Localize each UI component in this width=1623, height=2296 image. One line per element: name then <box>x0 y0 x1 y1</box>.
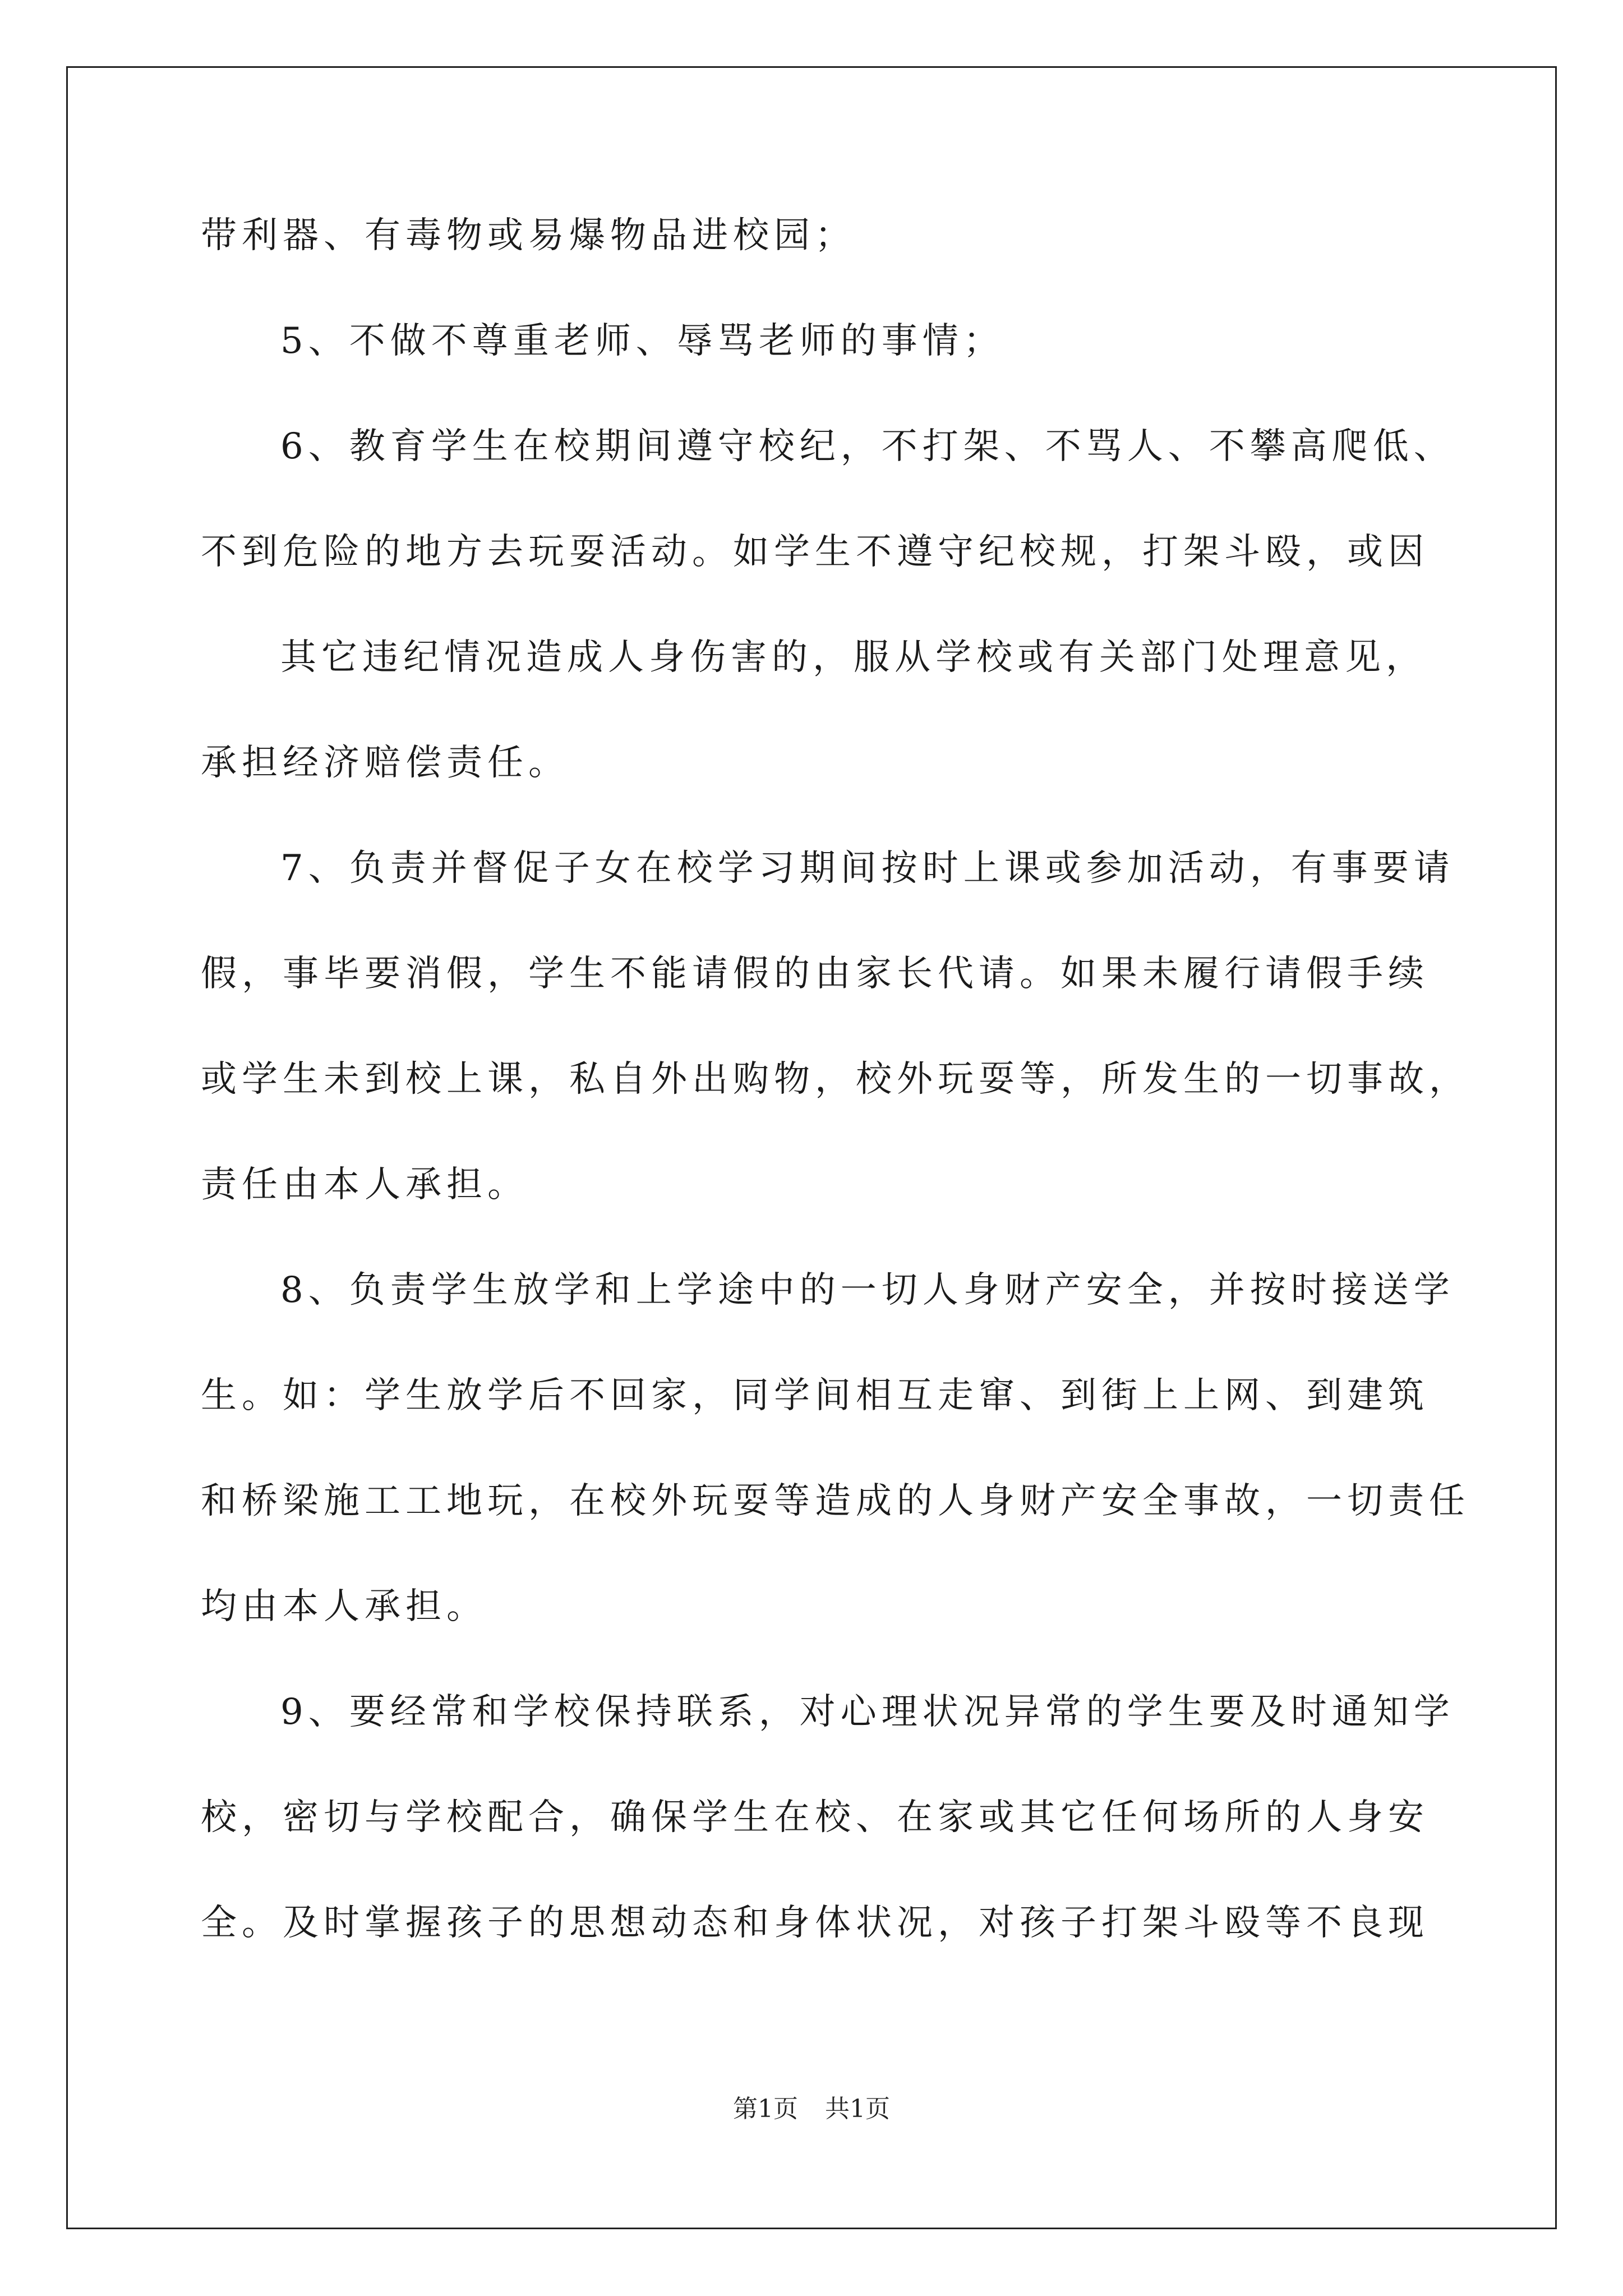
text-line: 责任由本人承担。 <box>201 1164 528 1205</box>
text-line: 带利器、有毒物或易爆物品进校园； <box>201 215 856 256</box>
text-line: 或学生未到校上课，私自外出购物，校外玩耍等，所发生的一切事故， <box>201 1059 1470 1100</box>
page-total: 共1页 <box>825 2095 890 2123</box>
text-line: 全。及时掌握孩子的思想动态和身体状况，对孩子打架斗殴等不良现 <box>201 1902 1429 1944</box>
text-line: 承担经济赔偿责任。 <box>201 742 569 784</box>
text-line: 8、负责学生放学和上学途中的一切人身财产安全，并按时接送学 <box>280 1269 1455 1311</box>
text-line: 均由本人承担。 <box>201 1586 487 1627</box>
text-line: 7、负责并督促子女在校学习期间按时上课或参加活动，有事要请 <box>280 848 1455 889</box>
page-number: 第1页 <box>733 2095 798 2123</box>
text-line: 不到危险的地方去玩耍活动。如学生不遵守纪校规，打架斗殴，或因 <box>201 531 1429 573</box>
text-line: 校，密切与学校配合，确保学生在校、在家或其它任何场所的人身安 <box>201 1797 1429 1838</box>
text-line: 和桥梁施工工地玩，在校外玩耍等造成的人身财产安全事故，一切责任 <box>201 1480 1470 1522</box>
text-line: 生。如：学生放学后不回家，同学间相互走窜、到街上上网、到建筑 <box>201 1375 1429 1416</box>
text-line: 假，事毕要消假，学生不能请假的由家长代请。如果未履行请假手续 <box>201 953 1429 995</box>
text-line: 5、不做不尊重老师、辱骂老师的事情； <box>280 320 1004 362</box>
text-line: 其它违纪情况造成人身伤害的，服从学校或有关部门处理意见， <box>280 637 1427 678</box>
text-line: 9、要经常和学校保持联系，对心理状况异常的学生要及时通知学 <box>280 1691 1455 1733</box>
page-footer <box>0 2093 1623 2125</box>
text-line: 6、教育学生在校期间遵守校纪，不打架、不骂人、不攀高爬低、 <box>280 426 1455 467</box>
